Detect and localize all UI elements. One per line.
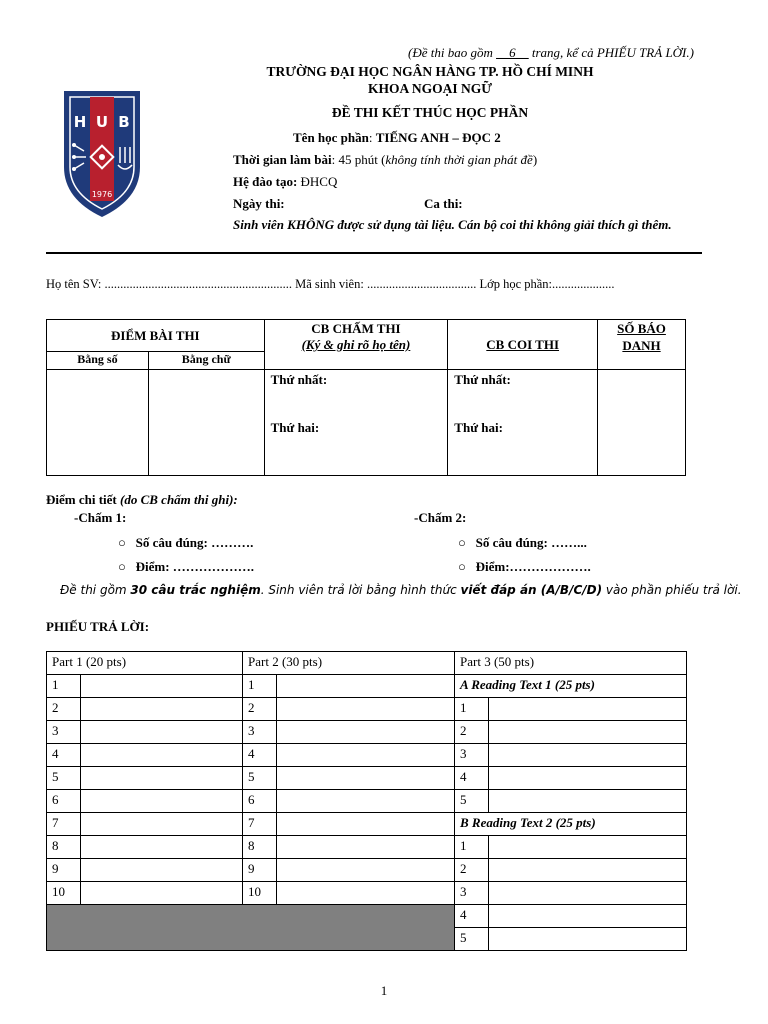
detail-title: Điểm chi tiết (do CB chấm thi ghi):: [46, 492, 238, 507]
part1-answer-cell[interactable]: [81, 675, 243, 698]
part3-b-answer-cell[interactable]: [489, 836, 687, 859]
part3-a-answer-cell[interactable]: [489, 744, 687, 767]
answer-sheet-title: PHIẾU TRẢ LỜI:: [46, 619, 150, 634]
table-row: [47, 813, 687, 836]
part3-b-answer-cell[interactable]: [489, 928, 687, 951]
part1-answer-cell[interactable]: [81, 744, 243, 767]
score-by-words-header: Bằng chữ: [148, 352, 264, 370]
part1-question-number: 7: [47, 813, 81, 836]
part3-a-answer-cell[interactable]: [489, 698, 687, 721]
part2-question-number: 5: [243, 767, 277, 790]
part2-question-number: 10: [243, 882, 277, 905]
table-row: [47, 859, 687, 882]
part3-b-answer-cell[interactable]: [489, 859, 687, 882]
table-row: [47, 905, 687, 928]
course-line: Tên học phần: TIẾNG ANH – ĐỌC 2: [293, 130, 501, 145]
part3-b-question-number: 3: [455, 882, 489, 905]
part2-answer-cell[interactable]: [277, 859, 455, 882]
part1-answer-cell[interactable]: [81, 882, 243, 905]
page-number: 1: [380, 983, 388, 998]
answer-table: [46, 651, 687, 951]
pages-note: (Đề thi bao gồm __6__ trang, kể cả PHIẾU TRẢ LỜI.): [408, 45, 694, 60]
part1-question-number: 4: [47, 744, 81, 767]
part2-answer-cell[interactable]: [277, 744, 455, 767]
part1-question-number: 10: [47, 882, 81, 905]
score-by-number-header: Bằng số: [47, 352, 149, 370]
part1-answer-cell[interactable]: [81, 721, 243, 744]
time-line: Thời gian làm bài: 45 phút (không tính thời gian phát đề): [233, 152, 538, 167]
grader-header: CB CHẤM THI (Ký & ghi rõ họ tên): [264, 320, 448, 370]
exam-format-note: Đề thi gồm 30 câu trắc nghiệm. Sinh viên trả lời bằng hình thức viết đáp án (A/B/C/D) vào phần phiếu trả lời.: [60, 583, 742, 597]
part3-a-question-number: 2: [455, 721, 489, 744]
table-row: [47, 882, 687, 905]
part1-question-number: 6: [47, 790, 81, 813]
student-id-field: Mã sinh viên: ...................................: [295, 277, 477, 291]
part2-answer-cell[interactable]: [277, 790, 455, 813]
score-number-cell[interactable]: [47, 370, 149, 476]
part3-b-question-number: 1: [455, 836, 489, 859]
part2-answer-cell[interactable]: [277, 882, 455, 905]
part2-question-number: 6: [243, 790, 277, 813]
part3-b-answer-cell[interactable]: [489, 905, 687, 928]
part1-answer-cell[interactable]: [81, 767, 243, 790]
part2-answer-cell[interactable]: [277, 813, 455, 836]
part3-a-question-number: 1: [455, 698, 489, 721]
logo-year: 1976: [91, 190, 113, 199]
part2-header: Part 2 (30 pts): [243, 652, 455, 675]
score-table: [46, 319, 686, 476]
exam-title: ĐỀ THI KẾT THÚC HỌC PHẦN: [331, 105, 529, 120]
part2-answer-cell[interactable]: [277, 767, 455, 790]
part1-question-number: 1: [47, 675, 81, 698]
grader1-score: ○ Điểm: ……………….: [118, 559, 255, 574]
grader2-correct: ○ Số câu đúng: ……...: [458, 535, 587, 550]
part2-question-number: 9: [243, 859, 277, 882]
part2-question-number: 8: [243, 836, 277, 859]
part1-question-number: 9: [47, 859, 81, 882]
part1-header: Part 1 (20 pts): [47, 652, 243, 675]
part3-a-answer-cell[interactable]: [489, 790, 687, 813]
logo-letter-b: B: [118, 113, 130, 131]
exam-date-label: Ngày thi:: [233, 196, 285, 211]
part3-b-question-number: 2: [455, 859, 489, 882]
program-line: Hệ đào tạo: ĐHCQ: [233, 174, 338, 189]
faculty-name: KHOA NGOẠI NGỮ: [367, 81, 492, 96]
instruction-text: Sinh viên KHÔNG được sử dụng tài liệu. Cán bộ coi thi không giải thích gì thêm.: [233, 217, 672, 232]
school-name: TRƯỜNG ĐẠI HỌC NGÂN HÀNG TP. HỒ CHÍ MINH: [266, 64, 594, 79]
grader1-label: -Chấm 1:: [74, 510, 127, 525]
logo-letter-u: U: [95, 113, 109, 131]
table-row: [47, 698, 687, 721]
table-row: [47, 721, 687, 744]
part1-question-number: 8: [47, 836, 81, 859]
table-row: [47, 744, 687, 767]
part3-a-answer-cell[interactable]: [489, 767, 687, 790]
part2-answer-cell[interactable]: [277, 836, 455, 859]
part3-a-question-number: 4: [455, 767, 489, 790]
part2-question-number: 1: [243, 675, 277, 698]
student-class-field: Lớp học phần:....................: [479, 277, 615, 291]
table-row: [47, 767, 687, 790]
proctor-signature-cell[interactable]: Thứ nhất: Thứ hai:: [448, 370, 598, 476]
student-name-field: Họ tên SV: ............................................................: [46, 277, 292, 291]
part2-question-number: 7: [243, 813, 277, 836]
score-words-cell[interactable]: [148, 370, 264, 476]
part3-text-b-header: B Reading Text 2 (25 pts): [455, 813, 687, 836]
part1-answer-cell[interactable]: [81, 859, 243, 882]
shaded-unused-area: [47, 905, 455, 951]
part2-question-number: 3: [243, 721, 277, 744]
grader2-label: -Chấm 2:: [414, 510, 467, 525]
part3-text-a-header: A Reading Text 1 (25 pts): [455, 675, 687, 698]
part3-a-answer-cell[interactable]: [489, 721, 687, 744]
part3-a-question-number: 3: [455, 744, 489, 767]
grader-signature-cell[interactable]: Thứ nhất: Thứ hai:: [264, 370, 448, 476]
part3-b-question-number: 4: [455, 905, 489, 928]
table-row: [47, 675, 687, 698]
header-divider: [46, 252, 702, 254]
part3-header: Part 3 (50 pts): [455, 652, 687, 675]
part3-b-answer-cell[interactable]: [489, 882, 687, 905]
student-info-line: [46, 277, 615, 292]
part1-question-number: 2: [47, 698, 81, 721]
part3-a-question-number: 5: [455, 790, 489, 813]
score-header: ĐIỂM BÀI THI: [47, 320, 265, 352]
seat-number-cell[interactable]: [598, 370, 686, 476]
logo-letter-h: H: [73, 113, 87, 131]
part1-question-number: 3: [47, 721, 81, 744]
table-row: [47, 836, 687, 859]
part1-answer-cell[interactable]: [81, 698, 243, 721]
part1-answer-cell[interactable]: [81, 813, 243, 836]
grader2-score: ○ Điểm:……………….: [458, 559, 591, 574]
part1-answer-cell[interactable]: [81, 836, 243, 859]
part2-answer-cell[interactable]: [277, 675, 455, 698]
exam-session-label: Ca thi:: [424, 196, 463, 211]
grader1-correct: ○ Số câu đúng: ……….: [118, 535, 254, 550]
part2-question-number: 2: [243, 698, 277, 721]
part1-question-number: 5: [47, 767, 81, 790]
table-row: [47, 790, 687, 813]
proctor-header: CB COI THI: [448, 320, 598, 370]
part2-answer-cell[interactable]: [277, 698, 455, 721]
seat-number-header: SỐ BÁO DANH: [598, 320, 686, 370]
part2-answer-cell[interactable]: [277, 721, 455, 744]
part1-answer-cell[interactable]: [81, 790, 243, 813]
part3-b-question-number: 5: [455, 928, 489, 951]
hub-logo: [60, 87, 144, 219]
part2-question-number: 4: [243, 744, 277, 767]
